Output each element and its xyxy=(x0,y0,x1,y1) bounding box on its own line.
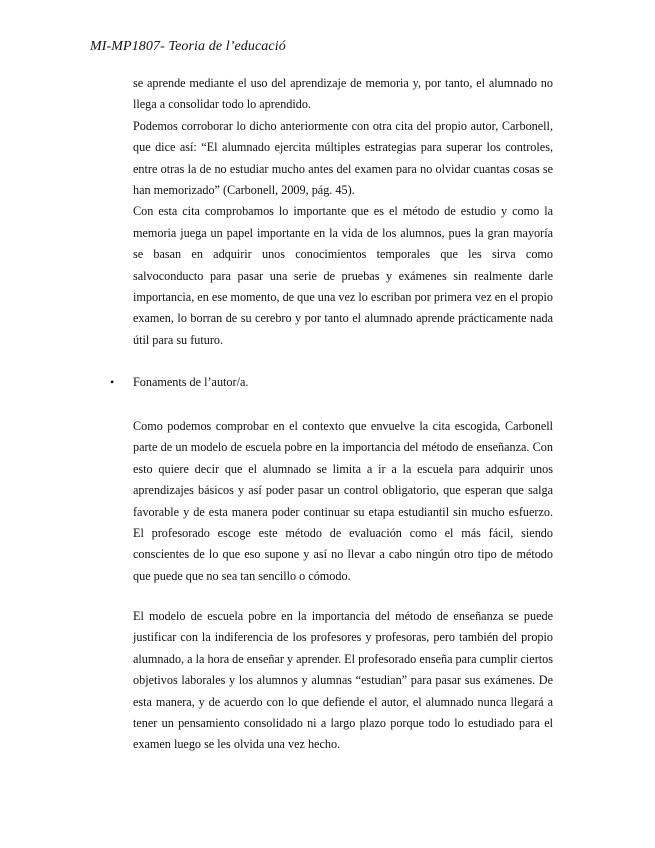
bullet-label: Fonaments de l’autor/a. xyxy=(133,375,249,389)
bullet-item xyxy=(110,373,553,391)
text-block-top xyxy=(133,73,553,351)
text-block-bottom xyxy=(133,606,553,756)
paragraph: El modelo de escuela pobre en la importancia del método de enseñanza se puede justificar con la indiferencia de los profesores y profesoras, pero también del propio alumnado, a la hora de enseñar y aprender. El profesorado enseña para cumplir ciertos objetivos laborales y los alumnos y alumnas “estudian” para pasar sus exámenes. De esta manera, y de acuerdo con lo que defiende el autor, el alumnado nunca llegará a tener un pensamiento consolidado ni a largo plazo porque todo lo estudiado para el examen luego se les olvida una vez hecho. xyxy=(133,609,553,752)
paragraph: se aprende mediante el uso del aprendizaje de memoria y, por tanto, el alumnado no llega a consolidar todo lo aprendido. xyxy=(133,76,553,112)
paragraph: Con esta cita comprobamos lo importante que es el método de estudio y como la memoria juega un papel importante en la vida de los alumnos, pues la gran mayoría se basan en adquirir unos conocimientos temporales que les sirva como salvoconducto para pasar una serie de pruebas y exámenes sin realmente darle importancia, en ese momento, de que una vez lo escriban por primera vez en el propio examen, lo borran de su cerebro y por tanto el alumnado aprende prácticamente nada útil para su futuro. xyxy=(133,204,553,347)
text-block-middle xyxy=(133,416,553,587)
bullet-icon: • xyxy=(110,375,115,389)
paragraph: Como podemos comprobar en el contexto que envuelve la cita escogida, Carbonell parte de un modelo de escuela pobre en la importancia del método de enseñanza. Con esto quiere decir que el alumnado se limita a ir a la escuela para adquirir unos aprendizajes básicos y así poder pasar un control obligatorio, que esperan que salga favorable y de esta manera poder continuar su etapa estudiantil sin mucho esfuerzo. El profesorado escoge este método de evaluación como el más fácil, siendo conscientes de lo que eso supone y así no llevar a cabo ningún otro tipo de método que puede que no sea tan sencillo o cómodo. xyxy=(133,419,553,583)
paragraph: Podemos corroborar lo dicho anteriormente con otra cita del propio autor, Carbonell, que dice así: “El alumnado ejercita múltiples estrategias para superar los controles, entre otras la de no estudiar mucho antes del examen para no olvidar cuantas cosas se han memorizado” (Carbonell, 2009, pág. 45). xyxy=(133,118,553,198)
page-header: MI-MP1807- Teoria de l’educació xyxy=(90,39,286,54)
